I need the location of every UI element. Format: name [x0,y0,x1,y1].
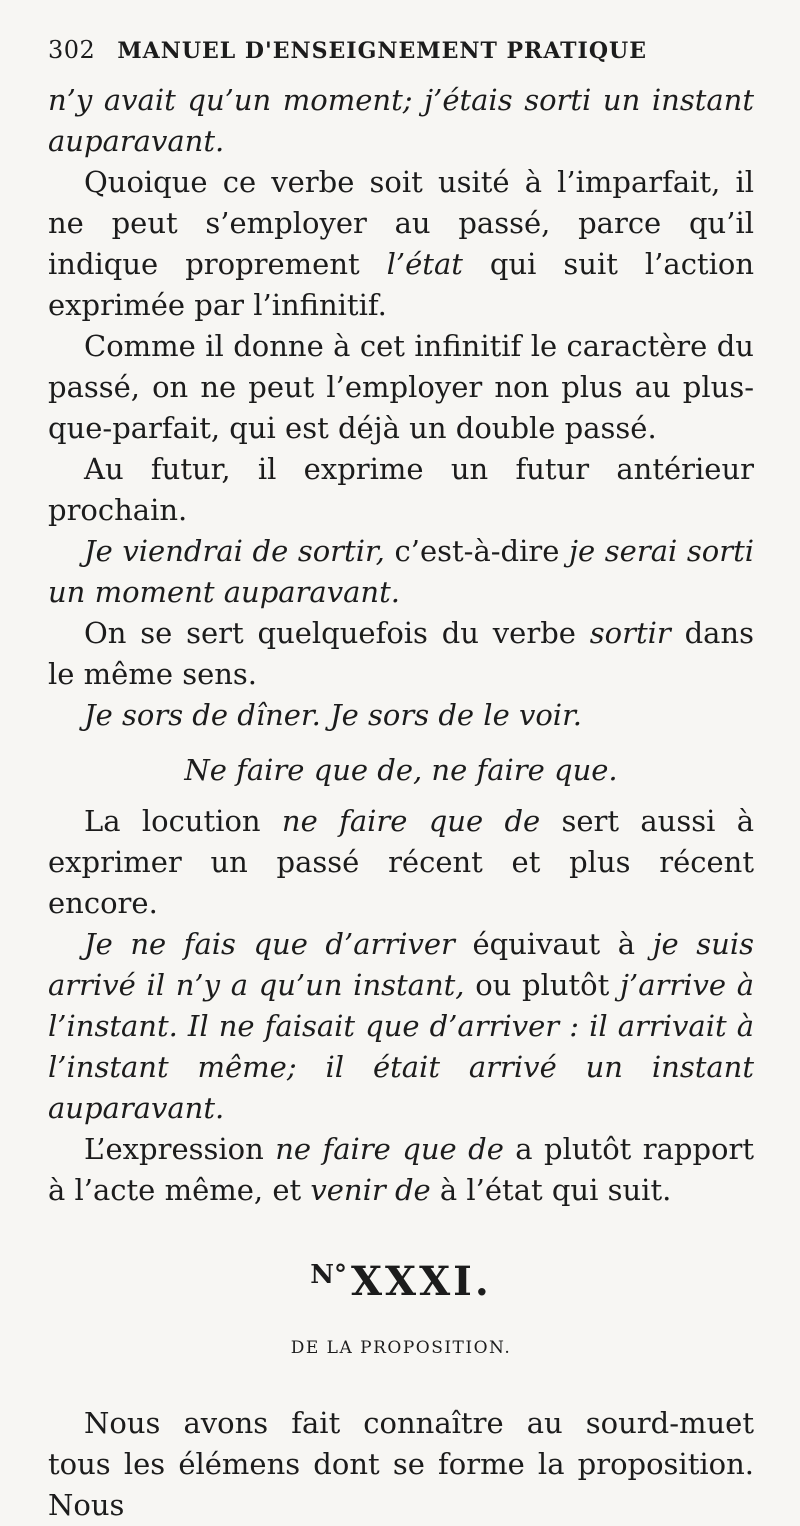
text-run: Quoique ce verbe soit usité à l’imparfait, il ne peut s’employer au passé, parce qu’il indique proprement [48,165,754,281]
paragraph-example [48,531,754,613]
text-run: Comme il donne à cet infinitif le caractère du passé, on ne peut l’employer non plus au plus-que-parfait, qui est déjà un double passé. [48,329,754,445]
section-number-abbrev: N° [310,1260,347,1290]
paragraph [48,162,754,326]
text-run: c’est-à-dire [384,534,570,568]
italic-text: l’état [386,247,463,281]
italic-text: je serai sorti un moment auparavant. [48,534,754,609]
paragraph [48,449,754,531]
italic-text: ne faire que de [275,1132,504,1166]
running-head [48,36,754,80]
paragraph-example [48,695,754,736]
italic-text: j’arrive à l’instant. Il ne faisait que d’arriver : il arrivait à l’instant même; il était arrivé un instant auparavant. [48,968,755,1125]
text-run: Au futur, il exprime un futur antérieur prochain. [48,452,754,527]
italic-text: sortir [589,616,671,650]
italic-text: Je ne fais que d’arriver [84,927,455,961]
paragraph-example [48,924,754,1129]
text-run: L’expression [84,1132,276,1166]
text-run: équivaut à [454,927,653,961]
subheading: Ne faire que de, ne faire que. [184,753,618,787]
text-run: dans le même sens. [48,616,754,691]
italic-text: n’y avait qu’un moment; j’étais sorti un instant auparavant. [48,83,754,158]
text-run: a plutôt rapport à l’acte même, et [48,1132,754,1207]
text-run: sert aussi à exprimer un passé récent et plus récent encore. [48,804,755,920]
section-number [48,1255,754,1305]
text-run: La locution [84,804,282,838]
italic-text: venir de [310,1173,431,1207]
section-title: DE LA PROPOSITION. [290,1338,512,1358]
italic-text: je suis arrivé il n’y a qu’un instant, [48,927,754,1002]
text-run: à l’état qui suit. [430,1173,672,1207]
italic-text: Je sors de dîner. Je sors de le voir. [84,698,582,732]
paragraph [48,326,754,449]
paragraph [48,613,754,695]
body-text [48,80,754,1526]
text-run: Nous avons fait connaître au sourd-muet tous les élémens dont se forme la proposition. Nous [48,1406,754,1522]
paragraph-continuation [48,80,754,162]
italic-text: ne faire que de [281,804,541,838]
running-title: MANUEL D'ENSEIGNEMENT PRATIQUE [117,38,647,64]
text-run: On se sert quelquefois du verbe [84,616,590,650]
italic-text: Je viendrai de sortir, [84,534,385,568]
text-run: ou plutôt [464,968,620,1002]
text-run: qui suit l’action exprimée par l’infinitif. [48,247,754,322]
section-number-value: XXXI. [351,1258,492,1305]
paragraph [48,1403,754,1526]
paragraph [48,801,754,924]
paragraph [48,1129,754,1211]
page-number: 302 [48,36,96,64]
